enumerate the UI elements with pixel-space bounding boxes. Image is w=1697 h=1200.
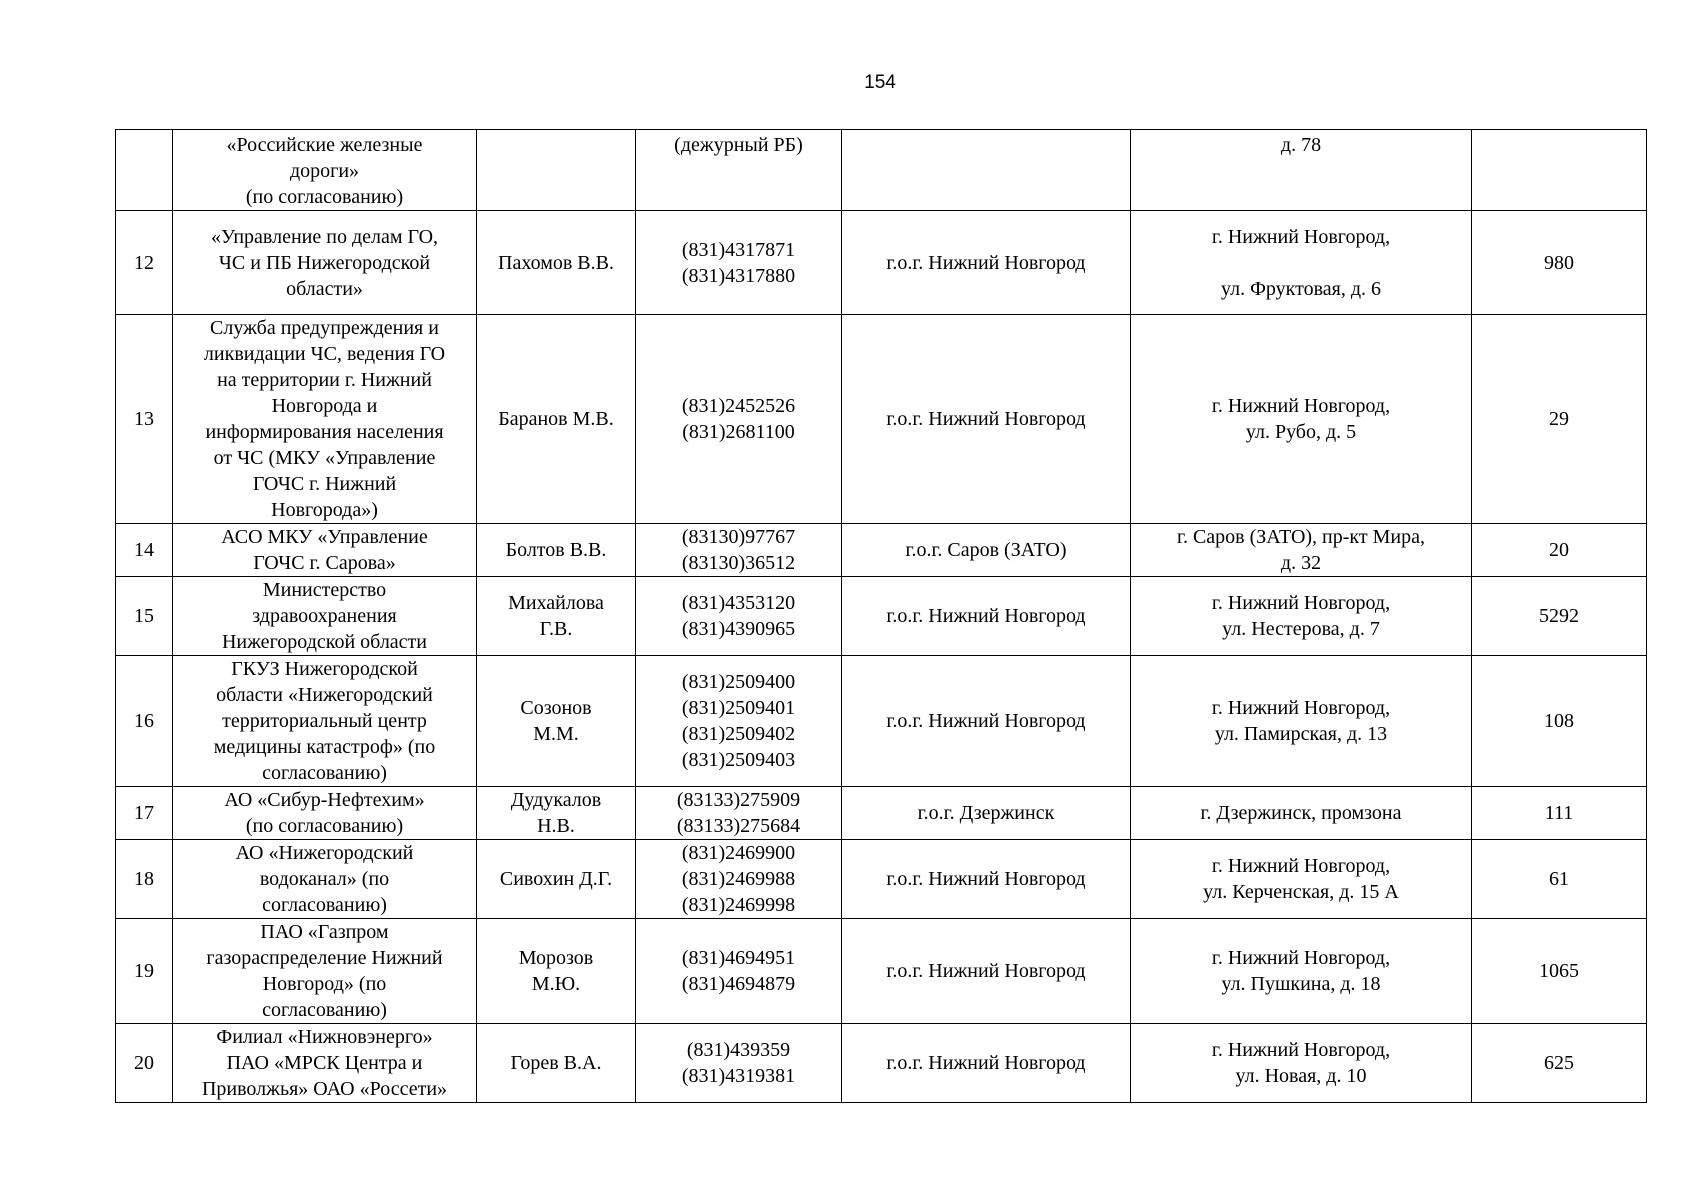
count-value: 108 [1472, 656, 1647, 787]
address: г. Саров (ЗАТО), пр-кт Мира, д. 32 [1131, 524, 1472, 577]
table-row [116, 840, 1647, 919]
table-row [116, 524, 1647, 577]
table-row [116, 1024, 1647, 1103]
address: г. Дзержинск, промзона [1131, 787, 1472, 840]
organization-name: Министерство здравоохранения Нижегородской области [173, 577, 477, 656]
responsible-person: Сивохин Д.Г. [477, 840, 636, 919]
responsible-person: Болтов В.В. [477, 524, 636, 577]
responsible-person [477, 130, 636, 211]
responsible-person: Дудукалов Н.В. [477, 787, 636, 840]
address: г. Нижний Новгород, ул. Рубо, д. 5 [1131, 315, 1472, 524]
table-row [116, 130, 1647, 211]
responsible-person: Созонов М.М. [477, 656, 636, 787]
row-number: 15 [116, 577, 173, 656]
row-number: 20 [116, 1024, 173, 1103]
organization-name: Филиал «Нижновэнерго» ПАО «МРСК Центра и Приволжья» ОАО «Россети» [173, 1024, 477, 1103]
phone-numbers: (831)4353120 (831)4390965 [636, 577, 842, 656]
district: г.о.г. Нижний Новгород [842, 577, 1131, 656]
organization-name: ПАО «Газпром газораспределение Нижний Новгород» (по согласованию) [173, 919, 477, 1024]
organization-name: АСО МКУ «Управление ГОЧС г. Сарова» [173, 524, 477, 577]
address: д. 78 [1131, 130, 1472, 211]
count-value: 61 [1472, 840, 1647, 919]
address: г. Нижний Новгород, ул. Нестерова, д. 7 [1131, 577, 1472, 656]
phone-numbers: (831)2509400 (831)2509401 (831)2509402 (831)2509403 [636, 656, 842, 787]
organization-name: АО «Нижегородский водоканал» (по согласованию) [173, 840, 477, 919]
table-row [116, 315, 1647, 524]
organization-name: ГКУЗ Нижегородской области «Нижегородский территориальный центр медицины катастроф» (по согласованию) [173, 656, 477, 787]
phone-numbers: (831)2452526 (831)2681100 [636, 315, 842, 524]
responsible-person: Морозов М.Ю. [477, 919, 636, 1024]
count-value: 29 [1472, 315, 1647, 524]
address: г. Нижний Новгород, ул. Пушкина, д. 18 [1131, 919, 1472, 1024]
phone-numbers: (831)4694951 (831)4694879 [636, 919, 842, 1024]
responsible-person: Горев В.А. [477, 1024, 636, 1103]
phone-numbers: (831)2469900 (831)2469988 (831)2469998 [636, 840, 842, 919]
row-number: 19 [116, 919, 173, 1024]
table-row [116, 919, 1647, 1024]
table-row [116, 577, 1647, 656]
count-value: 5292 [1472, 577, 1647, 656]
district: г.о.г. Дзержинск [842, 787, 1131, 840]
district: г.о.г. Нижний Новгород [842, 919, 1131, 1024]
phone-numbers: (дежурный РБ) [636, 130, 842, 211]
row-number [116, 130, 173, 211]
page-number: 154 [864, 72, 896, 93]
district: г.о.г. Нижний Новгород [842, 840, 1131, 919]
district: г.о.г. Нижний Новгород [842, 315, 1131, 524]
phone-numbers: (83130)97767 (83130)36512 [636, 524, 842, 577]
row-number: 14 [116, 524, 173, 577]
district: г.о.г. Нижний Новгород [842, 211, 1131, 315]
organization-name: АО «Сибур-Нефтехим» (по согласованию) [173, 787, 477, 840]
responsible-person: Михайлова Г.В. [477, 577, 636, 656]
row-number: 18 [116, 840, 173, 919]
count-value: 20 [1472, 524, 1647, 577]
district: г.о.г. Нижний Новгород [842, 656, 1131, 787]
row-number: 13 [116, 315, 173, 524]
phone-numbers: (831)4317871 (831)4317880 [636, 211, 842, 315]
address: г. Нижний Новгород, ул. Керченская, д. 15 А [1131, 840, 1472, 919]
table-row [116, 211, 1647, 315]
table-row [116, 787, 1647, 840]
address: г. Нижний Новгород, ул. Фруктовая, д. 6 [1131, 211, 1472, 315]
count-value: 980 [1472, 211, 1647, 315]
responsible-person: Пахомов В.В. [477, 211, 636, 315]
responsible-person: Баранов М.В. [477, 315, 636, 524]
organizations-table [115, 129, 1647, 1103]
address: г. Нижний Новгород, ул. Новая, д. 10 [1131, 1024, 1472, 1103]
count-value [1472, 130, 1647, 211]
phone-numbers: (83133)275909 (83133)275684 [636, 787, 842, 840]
table-row [116, 656, 1647, 787]
organization-name: Служба предупреждения и ликвидации ЧС, ведения ГО на территории г. Нижний Новгорода и информирования населения от ЧС (МКУ «Управление ГОЧС г. Нижний Новгорода») [173, 315, 477, 524]
district: г.о.г. Саров (ЗАТО) [842, 524, 1131, 577]
address: г. Нижний Новгород, ул. Памирская, д. 13 [1131, 656, 1472, 787]
row-number: 12 [116, 211, 173, 315]
count-value: 111 [1472, 787, 1647, 840]
row-number: 16 [116, 656, 173, 787]
organization-name: «Управление по делам ГО, ЧС и ПБ Нижегородской области» [173, 211, 477, 315]
count-value: 625 [1472, 1024, 1647, 1103]
row-number: 17 [116, 787, 173, 840]
district: г.о.г. Нижний Новгород [842, 1024, 1131, 1103]
district [842, 130, 1131, 211]
phone-numbers: (831)439359 (831)4319381 [636, 1024, 842, 1103]
count-value: 1065 [1472, 919, 1647, 1024]
organization-name: «Российские железные дороги» (по согласованию) [173, 130, 477, 211]
